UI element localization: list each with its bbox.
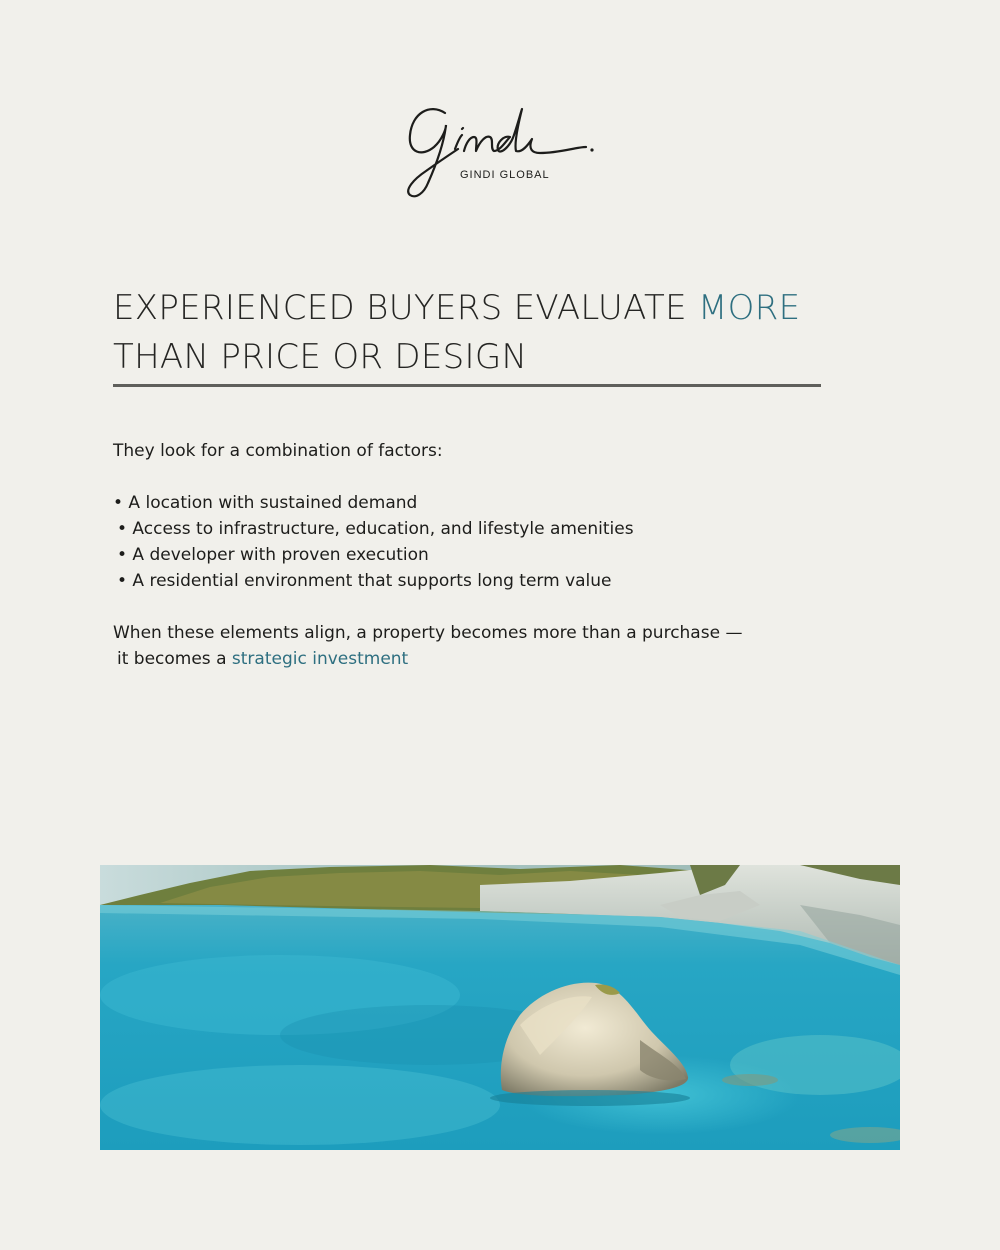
closing-line2-prefix: it becomes a xyxy=(117,649,232,669)
sea-cove-photo xyxy=(100,865,900,1150)
gindi-signature-logo xyxy=(400,95,610,205)
brand-logo xyxy=(400,95,610,205)
headline-divider xyxy=(113,384,821,387)
headline-accent: MORE xyxy=(698,288,801,328)
body-copy xyxy=(113,438,853,672)
turquoise-cove-image xyxy=(100,865,900,1150)
closing-line1: When these elements align, a property becomes more than a purchase — xyxy=(113,623,743,643)
brand-name: GINDI GLOBAL xyxy=(460,169,550,181)
closing-text xyxy=(113,620,853,672)
list-item: • A residential environment that supports long term value xyxy=(117,571,612,591)
list-item: • A developer with proven execution xyxy=(117,545,429,565)
headline-part1: EXPERIENCED BUYERS EVALUATE xyxy=(113,288,698,328)
factor-list xyxy=(113,490,853,594)
intro-text: They look for a combination of factors: xyxy=(113,441,443,461)
closing-accent: strategic investment xyxy=(231,649,409,669)
closing-line2 xyxy=(113,646,853,672)
list-item: • Access to infrastructure, education, and lifestyle amenities xyxy=(117,519,634,539)
list-item: • A location with sustained demand xyxy=(113,493,418,513)
headline-part2: THAN PRICE OR DESIGN xyxy=(113,337,528,377)
page-title xyxy=(113,284,853,382)
